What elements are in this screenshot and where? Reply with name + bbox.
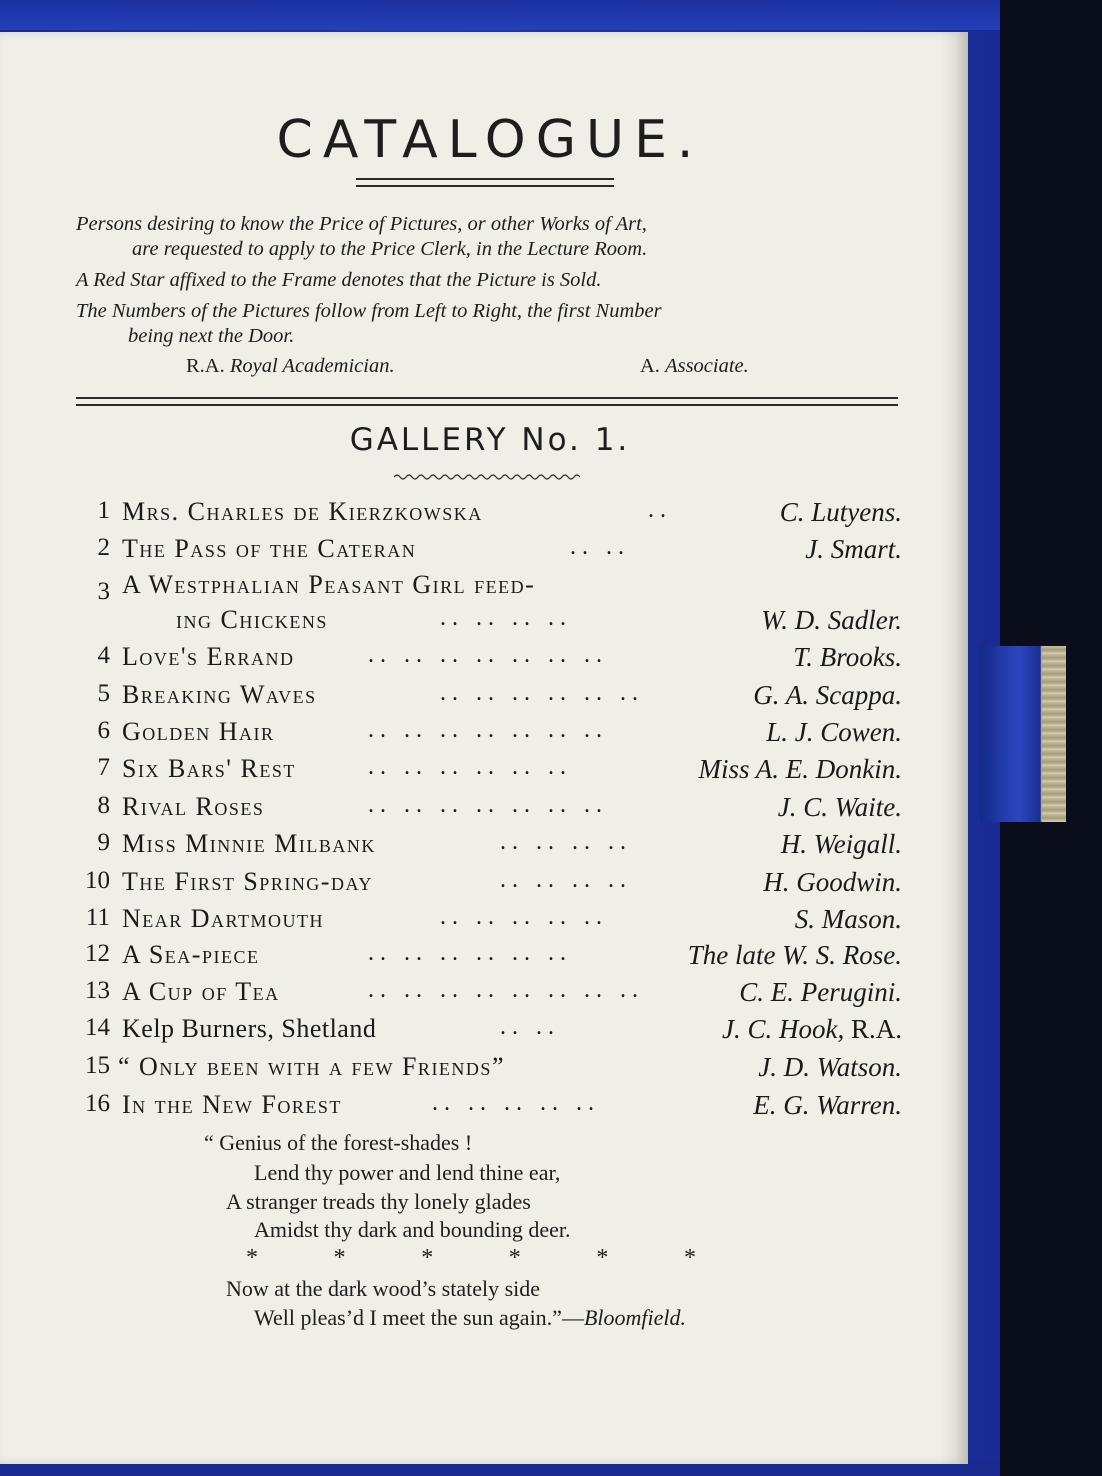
abbreviation-ra [186, 355, 395, 378]
bookmark-frayed-edge [1042, 646, 1066, 822]
entry-title-continued: ing Chickens [176, 605, 328, 634]
entry-row [0, 497, 980, 533]
entry-artist-suffix: R.A. [850, 1014, 902, 1044]
entry-row [0, 1014, 980, 1050]
entry-artist: J. D. Watson. [758, 1052, 902, 1082]
entry-leader: .. .. .. .. [500, 867, 632, 893]
entry-row [0, 1052, 980, 1088]
entry-number: 14 [85, 1014, 110, 1041]
poem-line: Now at the dark wood’s stately side [226, 1276, 541, 1301]
poem-line: “ Genius of the forest-shades ! [204, 1130, 473, 1155]
entry-title: Near Dartmouth [122, 904, 324, 933]
abbreviation-a-meaning: Associate. [665, 355, 749, 377]
entry-row [0, 570, 980, 606]
asterisk: * [683, 1245, 696, 1271]
abbreviation-ra-meaning: Royal Academician. [229, 355, 395, 377]
entry-number: 12 [85, 940, 110, 967]
entry-row [0, 904, 980, 940]
entry-row [0, 717, 980, 753]
poem-line-final [254, 1305, 686, 1331]
poem-line: Amidst thy dark and bounding deer. [254, 1217, 571, 1242]
notice-numbering-line2: being next the Door. [128, 325, 295, 347]
asterisk: * [246, 1245, 258, 1271]
entry-number: 15 [85, 1052, 110, 1079]
entry-artist: W. D. Sadler. [761, 605, 902, 635]
entry-leader: .. .. .. .. [440, 605, 572, 631]
abbreviation-a-code: A. [640, 355, 660, 377]
entry-row [0, 829, 980, 865]
entry-number: 6 [97, 717, 110, 744]
entry-artist: J. Smart. [805, 534, 902, 564]
entry-row [0, 642, 980, 678]
entry-artist-name: J. C. Hook, [722, 1014, 845, 1044]
notice-price-line2: are requested to apply to the Price Clerk, in the Lecture Room. [132, 238, 648, 260]
entry-artist: C. E. Perugini. [739, 977, 902, 1007]
entry-leader: .. .. .. .. [500, 829, 632, 855]
entry-leader: .. .. .. .. .. .. .. [368, 792, 608, 818]
entry-artist: H. Goodwin. [763, 867, 902, 897]
entry-title: Love's Errand [122, 642, 295, 671]
entry-number: 7 [97, 754, 110, 781]
entry-number: 4 [97, 642, 110, 669]
entry-row [0, 680, 980, 716]
entry-leader: .. [648, 497, 672, 523]
entry-artist: L. J. Cowen. [766, 717, 902, 747]
entry-artist [722, 1014, 902, 1045]
entry-number: 1 [97, 497, 110, 524]
entry-number: 3 [97, 578, 110, 605]
entry-row [0, 754, 980, 790]
entry-leader: .. .. .. .. .. .. .. [368, 717, 608, 743]
entry-title: A Cup of Tea [122, 977, 280, 1006]
poem-line: A stranger treads thy lonely glades [226, 1189, 531, 1214]
page-title: CATALOGUE. [276, 110, 704, 170]
entry-title: “ Only been with a few Friends” [118, 1052, 505, 1081]
entry-number: 5 [97, 680, 110, 707]
entry-title: The Pass of the Cateran [122, 534, 417, 563]
entry-row [0, 534, 980, 570]
entry-number: 13 [85, 977, 110, 1004]
entry-artist: C. Lutyens. [779, 497, 902, 527]
entry-artist: E. G. Warren. [753, 1090, 902, 1120]
asterisk: * [421, 1245, 434, 1271]
poem-line-text: Well pleas’d I meet the sun again.”— [254, 1305, 584, 1330]
entry-title: Rival Roses [122, 792, 265, 821]
entry-title: In the New Forest [122, 1090, 342, 1119]
entry-title: The First Spring-day [122, 867, 373, 896]
cover-top-edge [0, 0, 1000, 30]
entry-row-continued [0, 605, 980, 641]
section-divider [76, 397, 898, 406]
entry-number: 2 [97, 534, 110, 561]
entry-row [0, 940, 980, 976]
abbreviation-a [640, 355, 749, 378]
entry-title: Mrs. Charles de Kierzkowska [122, 497, 483, 526]
entry-leader: .. .. .. .. .. [440, 904, 608, 930]
title-divider [356, 178, 614, 187]
entry-title: Breaking Waves [122, 680, 317, 709]
entry-number: 8 [97, 792, 110, 819]
poem-line: Lend thy power and lend thine ear, [254, 1160, 561, 1185]
entry-leader: .. .. .. .. .. [432, 1090, 600, 1116]
entry-row [0, 867, 980, 903]
entry-leader: .. .. .. .. .. .. [368, 940, 572, 966]
asterisk: * [508, 1245, 521, 1271]
entry-row [0, 977, 980, 1013]
entry-artist: G. A. Scappa. [753, 680, 902, 710]
entry-artist: The late W. S. Rose. [687, 940, 902, 970]
entry-leader: .. .. .. .. .. .. [440, 680, 644, 706]
entry-artist: H. Weigall. [780, 829, 902, 859]
wavy-divider [394, 472, 580, 482]
entry-number: 11 [85, 904, 110, 931]
entry-title: A Sea-piece [122, 940, 260, 969]
entry-artist: T. Brooks. [793, 642, 902, 672]
entry-leader: .. .. [570, 534, 630, 560]
gallery-heading: GALLERY No. 1. [349, 422, 631, 458]
asterisk: * [333, 1245, 346, 1271]
asterism [246, 1245, 696, 1272]
entry-leader: .. .. [500, 1014, 560, 1040]
entry-row [0, 1090, 980, 1126]
poem-attribution: Bloomfield. [583, 1305, 686, 1330]
entry-number: 16 [85, 1090, 110, 1117]
entry-title: Golden Hair [122, 717, 275, 746]
asterisk: * [596, 1245, 609, 1271]
entry-title: Six Bars' Rest [122, 754, 296, 783]
notice-red-star: A Red Star affixed to the Frame denotes that the Picture is Sold. [76, 269, 602, 291]
entry-artist: J. C. Waite. [777, 792, 902, 822]
entry-leader: .. .. .. .. .. .. [368, 754, 572, 780]
notice-numbering-line1: The Numbers of the Pictures follow from Left to Right, the first Number [76, 300, 662, 322]
entry-row [0, 792, 980, 828]
entry-title: Kelp Burners, Shetland [122, 1014, 377, 1043]
entry-artist: Miss A. E. Donkin. [698, 754, 902, 784]
entry-artist: S. Mason. [794, 904, 902, 934]
entry-number: 9 [97, 829, 110, 856]
entry-leader: .. .. .. .. .. .. .. .. [368, 977, 644, 1003]
entry-leader: .. .. .. .. .. .. .. [368, 642, 608, 668]
abbreviation-ra-code: R.A. [186, 355, 225, 377]
notice-price-line1: Persons desiring to know the Price of Pictures, or other Works of Art, [76, 213, 647, 235]
entry-title: Miss Minnie Milbank [122, 829, 376, 858]
entry-number: 10 [85, 867, 110, 894]
entry-title: A Westphalian Peasant Girl feed- [122, 570, 536, 599]
